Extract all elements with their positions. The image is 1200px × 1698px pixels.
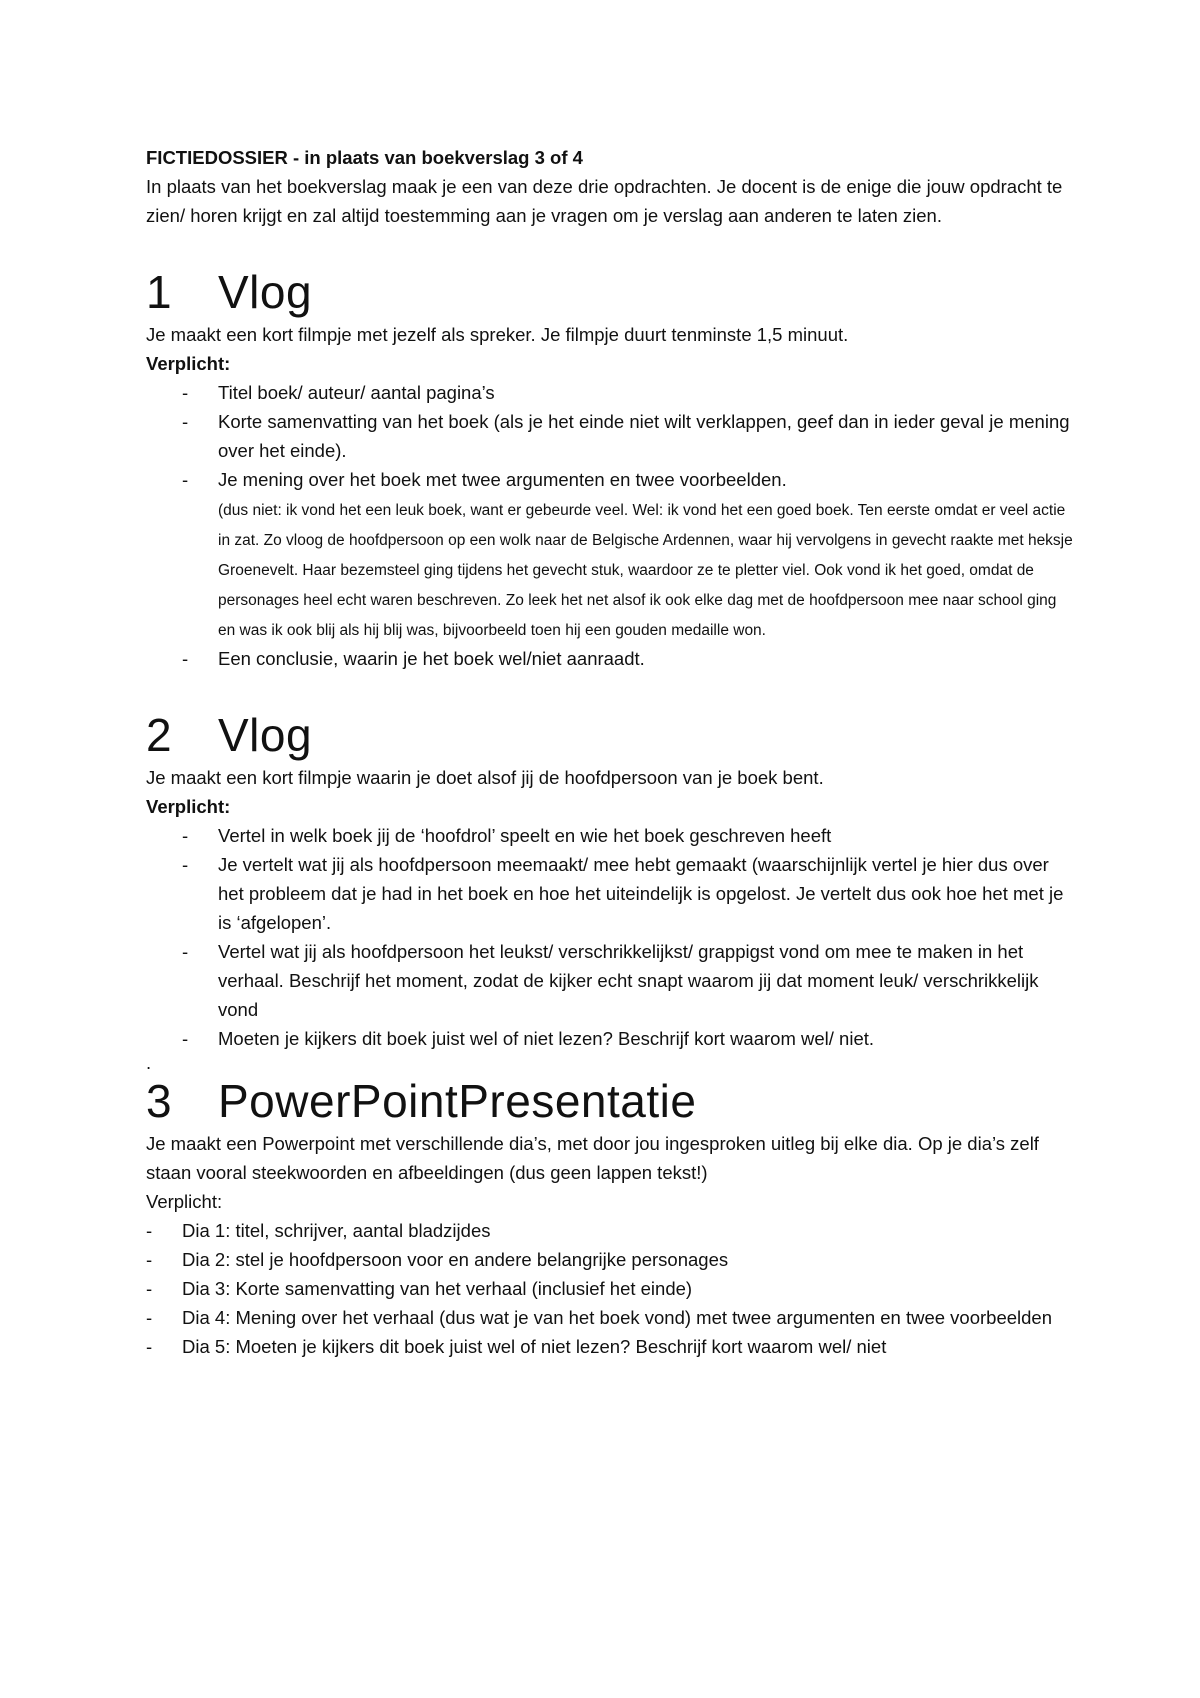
list-item: - Dia 5: Moeten je kijkers dit boek juist wel of niet lezen? Beschrijf kort waarom wel/ niet	[182, 1332, 1076, 1361]
section-3-required-label: Verplicht:	[146, 1191, 223, 1212]
intro-paragraph: In plaats van het boekverslag maak je een van deze drie opdrachten. Je docent is de enige die jouw opdracht te zien/ horen krijgt en zal altijd toestemming aan je vragen om je verslag aan anderen te laten zien.	[146, 176, 1063, 226]
section-2-required-label: Verplicht:	[146, 796, 231, 817]
section-1-list	[146, 378, 1076, 673]
list-item: - Vertel wat jij als hoofdpersoon het leukst/ verschrikkelijkst/ grappigst vond om mee te maken in het verhaal. Beschrijf het moment, zodat de kijker echt snapt waarom jij dat moment leuk/ verschrikkelijk vond	[218, 937, 1076, 1024]
list-item: - Een conclusie, waarin je het boek wel/niet aanraadt.	[218, 644, 1076, 673]
section-1-title: Vlog	[218, 266, 313, 318]
list-item: - Dia 3: Korte samenvatting van het verhaal (inclusief het einde)	[182, 1274, 1076, 1303]
section-2-list	[146, 821, 1076, 1053]
section-3-description: Je maakt een Powerpoint met verschillende dia’s, met door jou ingesproken uitleg bij elke dia. Op je dia’s zelf staan vooral steekwoorden en afbeeldingen (dus geen lappen tekst!)	[146, 1133, 1039, 1183]
section-2-title: Vlog	[218, 709, 313, 761]
example-text: (dus niet: ik vond het een leuk boek, want er gebeurde veel. Wel: ik vond het een goed boek. Ten eerste omdat er veel actie in zat. Zo vloog de hoofdpersoon op een wolk naar de Belgische Ardennen, waar hij vervolgens in gevecht raakte met heksje Groenevelt. Haar bezemsteel ging tijdens het gevecht stuk, waardoor ze te pletter viel. Ook vond ik het goed, omdat de personages heel echt waren beschreven. Zo leek het net alsof ik ook elke dag met de hoofdpersoon mee naar school ging en was ik ook blij als hij blij was, bijvoorbeeld toen hij een gouden medaille won.	[218, 502, 1073, 639]
section-3-list	[146, 1216, 1076, 1361]
document-content	[146, 143, 1076, 1361]
section-2-number: 2	[146, 709, 173, 761]
section-2-heading	[146, 707, 1076, 763]
list-item: - Korte samenvatting van het boek (als je het einde niet wilt verklappen, geef dan in ieder geval je mening over het einde).	[218, 407, 1076, 465]
list-item: - Dia 4: Mening over het verhaal (dus wat je van het boek vond) met twee argumenten en twee voorbeelden	[182, 1303, 1076, 1332]
section-3-number: 3	[146, 1075, 173, 1127]
section-1-required-label: Verplicht:	[146, 353, 231, 374]
list-item: - Vertel in welk boek jij de ‘hoofdrol’ speelt en wie het boek geschreven heeft	[218, 821, 1076, 850]
list-item-text: Je mening over het boek met twee argumenten en twee voorbeelden.	[218, 469, 787, 490]
section-1-heading	[146, 264, 1076, 320]
section-2-description: Je maakt een kort filmpje waarin je doet alsof jij de hoofdpersoon van je boek bent.	[146, 767, 824, 788]
list-item: - Moeten je kijkers dit boek juist wel of niet lezen? Beschrijf kort waarom wel/ niet.	[218, 1024, 1076, 1053]
stray-period: .	[146, 1052, 152, 1073]
section-3-heading	[146, 1073, 1076, 1129]
list-item: - Dia 1: titel, schrijver, aantal bladzijdes	[182, 1216, 1076, 1245]
list-item: - Dia 2: stel je hoofdpersoon voor en andere belangrijke personages	[182, 1245, 1076, 1274]
list-item: - Je vertelt wat jij als hoofdpersoon meemaakt/ mee hebt gemaakt (waarschijnlijk vertel je hier dus over het probleem dat je had in het boek en hoe het uiteindelijk is opgelost. Je vertelt dus ook hoe het met je is ‘afgelopen’.	[218, 850, 1076, 937]
section-3-title: PowerPointPresentatie	[218, 1075, 697, 1127]
document-title: FICTIEDOSSIER - in plaats van boekverslag 3 of 4	[146, 147, 583, 168]
section-1-description: Je maakt een kort filmpje met jezelf als spreker. Je filmpje duurt tenminste 1,5 minuut.	[146, 324, 849, 345]
list-item	[218, 465, 1076, 644]
list-item: - Titel boek/ auteur/ aantal pagina’s	[218, 378, 1076, 407]
section-1-number: 1	[146, 266, 173, 318]
